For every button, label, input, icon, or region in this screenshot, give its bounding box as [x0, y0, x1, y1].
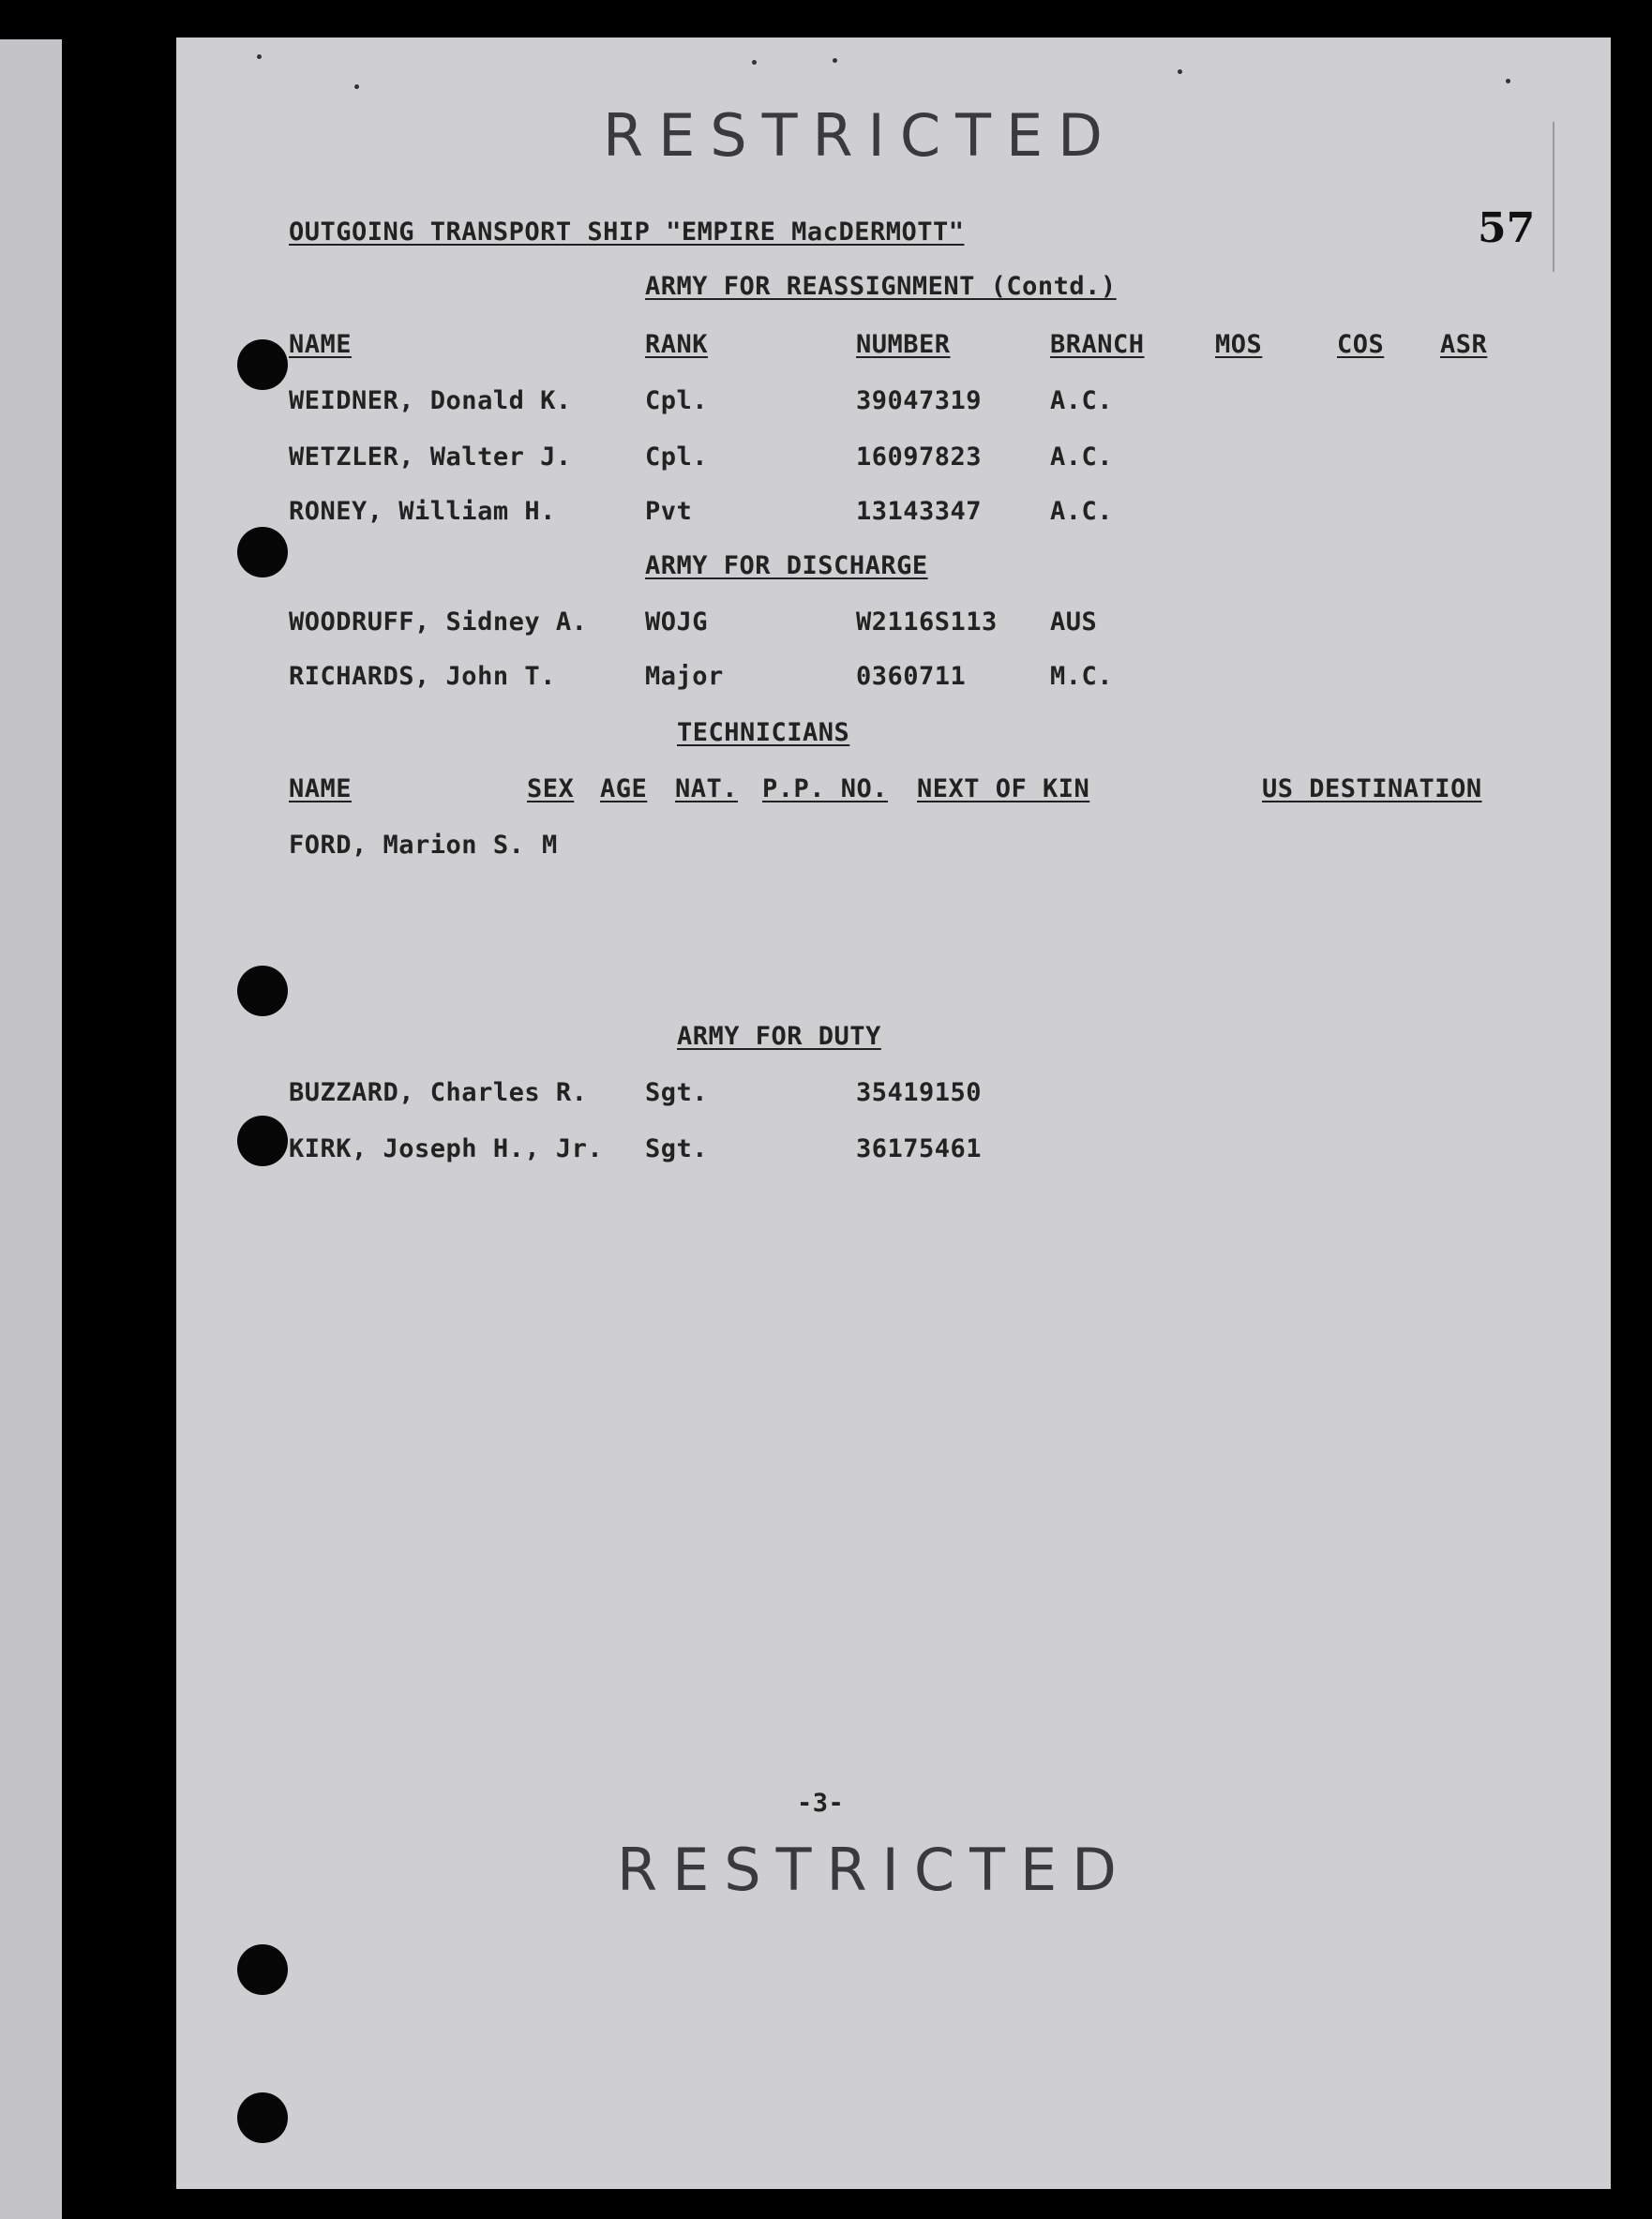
tech-col-header-us-destination: US DESTINATION	[1262, 774, 1482, 803]
row-number: 16097823	[856, 442, 983, 472]
tech-col-header-age: AGE	[600, 774, 648, 803]
row-name: WETZLER, Walter J.	[289, 442, 572, 472]
binder-hole	[237, 2092, 288, 2143]
section-heading-reassignment: ARMY FOR REASSIGNMENT (Contd.)	[645, 272, 1117, 301]
paper-speck	[354, 84, 359, 89]
restricted-stamp-bottom: RESTRICTED	[617, 1836, 1132, 1904]
col-header-branch: BRANCH	[1050, 330, 1145, 359]
row-name: BUZZARD, Charles R.	[289, 1078, 588, 1107]
row-rank: Sgt.	[645, 1078, 709, 1107]
paper-speck	[752, 60, 757, 65]
row-number: 36175461	[856, 1134, 983, 1163]
tech-col-header-sex: SEX	[527, 774, 575, 803]
row-rank: Cpl.	[645, 386, 709, 415]
paper-speck	[1178, 69, 1182, 74]
row-rank: WOJG	[645, 607, 709, 637]
document-page	[176, 37, 1611, 2189]
paper-speck	[1506, 79, 1510, 83]
adjacent-page-edge	[0, 39, 62, 2219]
col-header-rank: RANK	[645, 330, 709, 359]
row-number: 39047319	[856, 386, 983, 415]
row-rank: Pvt	[645, 497, 693, 526]
row-branch: A.C.	[1050, 386, 1114, 415]
col-header-name: NAME	[289, 330, 353, 359]
row-number: 0360711	[856, 662, 967, 691]
section-heading-technicians: TECHNICIANS	[677, 718, 850, 747]
page-fold-line	[1553, 122, 1554, 272]
row-name: WEIDNER, Donald K.	[289, 386, 572, 415]
row-name: RONEY, William H.	[289, 497, 556, 526]
row-rank: Sgt.	[645, 1134, 709, 1163]
binder-hole	[237, 339, 288, 390]
restricted-stamp-top: RESTRICTED	[603, 101, 1118, 170]
col-header-cos: COS	[1337, 330, 1385, 359]
row-rank: Major	[645, 662, 724, 691]
binder-hole	[237, 527, 288, 577]
row-rank: Cpl.	[645, 442, 709, 472]
tech-col-header-name: NAME	[289, 774, 353, 803]
row-name: KIRK, Joseph H., Jr.	[289, 1134, 604, 1163]
footer-page-number: -3-	[797, 1789, 845, 1818]
col-header-mos: MOS	[1215, 330, 1263, 359]
row-branch: AUS	[1050, 607, 1098, 637]
binder-hole	[237, 966, 288, 1016]
paper-speck	[833, 58, 837, 63]
row-number: W2116S113	[856, 607, 998, 637]
tech-col-header-pp-no: P.P. NO.	[762, 774, 889, 803]
document-title: OUTGOING TRANSPORT SHIP "EMPIRE MacDERMOTT"	[289, 217, 965, 247]
row-name: RICHARDS, John T.	[289, 662, 556, 691]
row-branch: M.C.	[1050, 662, 1114, 691]
row-number: 13143347	[856, 497, 983, 526]
section-heading-duty: ARMY FOR DUTY	[677, 1022, 881, 1051]
col-header-number: NUMBER	[856, 330, 951, 359]
col-header-asr: ASR	[1440, 330, 1488, 359]
row-name: WOODRUFF, Sidney A.	[289, 607, 588, 637]
row-name: FORD, Marion S.	[289, 831, 525, 860]
tech-col-header-next-of-kin: NEXT OF KIN	[917, 774, 1090, 803]
tech-col-header-nat: NAT.	[675, 774, 739, 803]
binder-hole	[237, 1116, 288, 1166]
row-number: 35419150	[856, 1078, 983, 1107]
row-branch: A.C.	[1050, 497, 1114, 526]
binder-hole	[237, 1944, 288, 1995]
section-heading-discharge: ARMY FOR DISCHARGE	[645, 551, 928, 580]
paper-speck	[257, 54, 262, 59]
page-number: 57	[1478, 204, 1536, 252]
row-branch: A.C.	[1050, 442, 1114, 472]
row-sex: M	[542, 831, 558, 860]
